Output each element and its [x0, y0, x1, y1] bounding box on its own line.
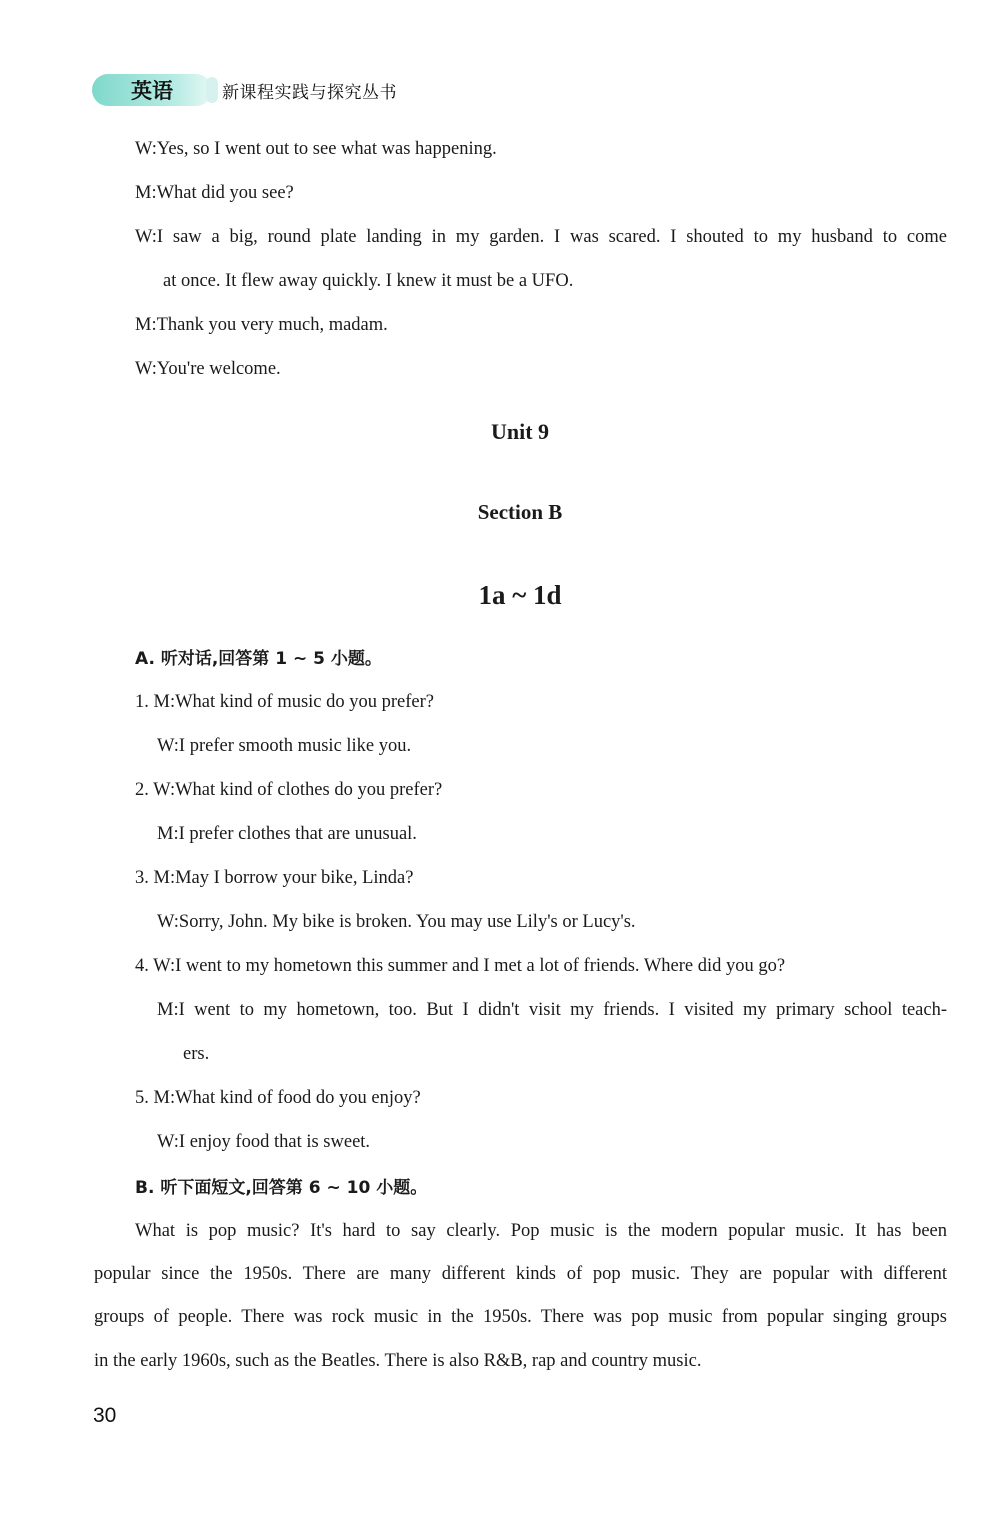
part-b-title: B. 听下面短文,回答第 6 ~ 10 小题。: [135, 1178, 428, 1198]
passage-line: What is pop music? It's hard to say clearly. Pop music is the modern popular music. It has been: [135, 1221, 947, 1241]
question-line: 1. M:What kind of music do you prefer?: [135, 692, 435, 712]
question-line: 2. W:What kind of clothes do you prefer?: [135, 780, 443, 800]
subject-badge: 英语: [92, 74, 212, 106]
question-line: 3. M:May I borrow your bike, Linda?: [135, 868, 414, 888]
dialogue-line: M:What did you see?: [135, 183, 294, 203]
dialogue-line: M:Thank you very much, madam.: [135, 315, 388, 335]
answer-line: W:I prefer smooth music like you.: [157, 736, 412, 756]
section-heading: Section B: [477, 500, 563, 524]
dialogue-line: at once. It flew away quickly. I knew it must be a UFO.: [163, 271, 574, 291]
answer-line: M:I prefer clothes that are unusual.: [157, 824, 417, 844]
part-a-title: A. 听对话,回答第 1 ~ 5 小题。: [135, 649, 382, 669]
passage-line: in the early 1960s, such as the Beatles. There is also R&B, rap and country music.: [94, 1351, 702, 1371]
question-line: 5. M:What kind of food do you enjoy?: [135, 1088, 421, 1108]
answer-line: M:I went to my hometown, too. But I didn't visit my friends. I visited my primary school teach-: [157, 1000, 947, 1020]
part-heading: 1a ~ 1d: [478, 580, 562, 610]
answer-line: W:Sorry, John. My bike is broken. You may use Lily's or Lucy's.: [157, 912, 636, 932]
question-line: 4. W:I went to my hometown this summer and I met a lot of friends. Where did you go?: [135, 956, 786, 976]
passage-line: groups of people. There was rock music in the 1950s. There was pop music from popular singing groups: [94, 1307, 947, 1327]
unit-heading: Unit 9: [490, 419, 550, 444]
series-title: 新课程实践与探究丛书: [222, 82, 397, 103]
answer-line: ers.: [183, 1044, 210, 1064]
passage-line: popular since the 1950s. There are many different kinds of pop music. They are popular with different: [94, 1264, 947, 1284]
dialogue-line: W:You're welcome.: [135, 359, 281, 379]
dialogue-line: W:I saw a big, round plate landing in my garden. I was scared. I shouted to my husband to come: [135, 227, 947, 247]
page-number: 30: [93, 1404, 117, 1427]
answer-line: W:I enjoy food that is sweet.: [157, 1132, 371, 1152]
dialogue-line: W:Yes, so I went out to see what was happening.: [135, 139, 497, 159]
page-header: [92, 72, 397, 108]
